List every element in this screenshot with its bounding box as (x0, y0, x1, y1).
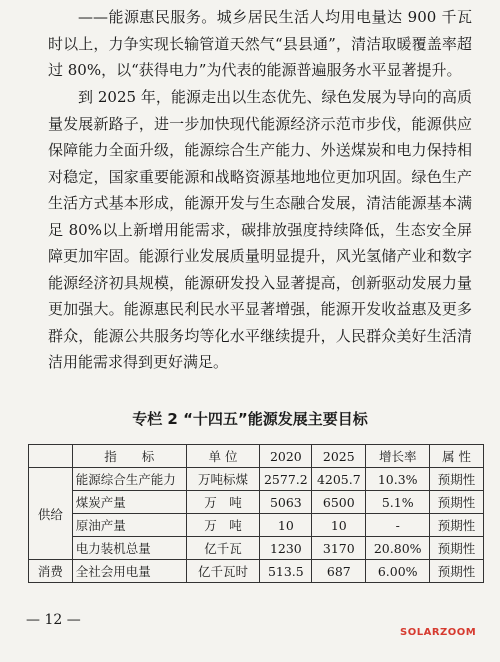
cell-indicator: 原油产量 (72, 514, 186, 537)
header-2025: 2025 (312, 445, 366, 468)
cell-attribute: 预期性 (430, 514, 484, 537)
table-row (29, 468, 484, 491)
header-unit: 单 位 (186, 445, 260, 468)
cell-unit: 万 吨 (186, 514, 260, 537)
cell-2020: 10 (260, 514, 312, 537)
energy-goals-table (28, 444, 484, 583)
table-caption: 专栏 2 “十四五”能源发展主要目标 (132, 410, 368, 428)
cell-growth-rate: 20.80% (366, 537, 430, 560)
paragraph-energy-benefit: ——能源惠民服务。城乡居民生活人均用电量达 900 千瓦时以上，力争实现长输管道天然气“县县通”，清洁取暖覆盖率超过 80%，以“获得电力”为代表的能源普遍服务水平显著提升。 (48, 8, 472, 79)
header-indicator: 指 标 (72, 445, 186, 468)
table-row (29, 514, 484, 537)
cell-attribute: 预期性 (430, 491, 484, 514)
header-attribute: 属 性 (430, 445, 484, 468)
cell-indicator: 电力装机总量 (72, 537, 186, 560)
cell-attribute: 预期性 (430, 468, 484, 491)
cell-2020: 513.5 (260, 560, 312, 583)
group-label-supply: 供给 (29, 468, 73, 560)
cell-2025: 3170 (312, 537, 366, 560)
page-number: — 12 — (26, 612, 81, 628)
header-category (29, 445, 73, 468)
cell-2020: 2577.2 (260, 468, 312, 491)
header-2020: 2020 (260, 445, 312, 468)
cell-growth-rate: 10.3% (366, 468, 430, 491)
cell-indicator: 煤炭产量 (72, 491, 186, 514)
table-header-row (29, 445, 484, 468)
cell-indicator: 全社会用电量 (72, 560, 186, 583)
cell-2020: 1230 (260, 537, 312, 560)
cell-growth-rate: 6.00% (366, 560, 430, 583)
cell-attribute: 预期性 (430, 537, 484, 560)
table-row (29, 491, 484, 514)
cell-attribute: 预期性 (430, 560, 484, 583)
cell-unit: 万 吨 (186, 491, 260, 514)
cell-2025: 687 (312, 560, 366, 583)
table-row (29, 560, 484, 583)
cell-2025: 4205.7 (312, 468, 366, 491)
paragraph-2025-goals: 到 2025 年，能源走出以生态优先、绿色发展为导向的高质量发展新路子，进一步加快现代能源经济示范市步伐，能源供应保障能力全面升级，能源综合生产能力、外送煤炭和电力保持相对稳定，国家重要能源和战略资源基地地位更加巩固。绿色生产生活方式基本形成，能源开发与生态融合发展，清洁能源基本满足 80%以上新增用能需求，碳排放强度持续降低，生态安全屏障更加牢固。能源行业发展质量明显提升，风光氢储产业和数字能源经济初具规模，能源研发投入显著提高，创新驱动发展力量更加强大。能源惠民利民水平显著增强，能源开发收益惠及更多群众，能源公共服务均等化水平继续提升，人民群众美好生活清洁用能需求得到更好满足。 (48, 88, 472, 371)
cell-unit: 亿千瓦 (186, 537, 260, 560)
cell-unit: 亿千瓦时 (186, 560, 260, 583)
cell-growth-rate: - (366, 514, 430, 537)
header-growth-rate: 增长率 (366, 445, 430, 468)
cell-2025: 6500 (312, 491, 366, 514)
cell-growth-rate: 5.1% (366, 491, 430, 514)
group-label-consumption: 消费 (29, 560, 73, 583)
cell-2025: 10 (312, 514, 366, 537)
table-row (29, 537, 484, 560)
cell-indicator: 能源综合生产能力 (72, 468, 186, 491)
cell-2020: 5063 (260, 491, 312, 514)
cell-unit: 万吨标煤 (186, 468, 260, 491)
watermark: SOLARZOOM (400, 627, 477, 638)
